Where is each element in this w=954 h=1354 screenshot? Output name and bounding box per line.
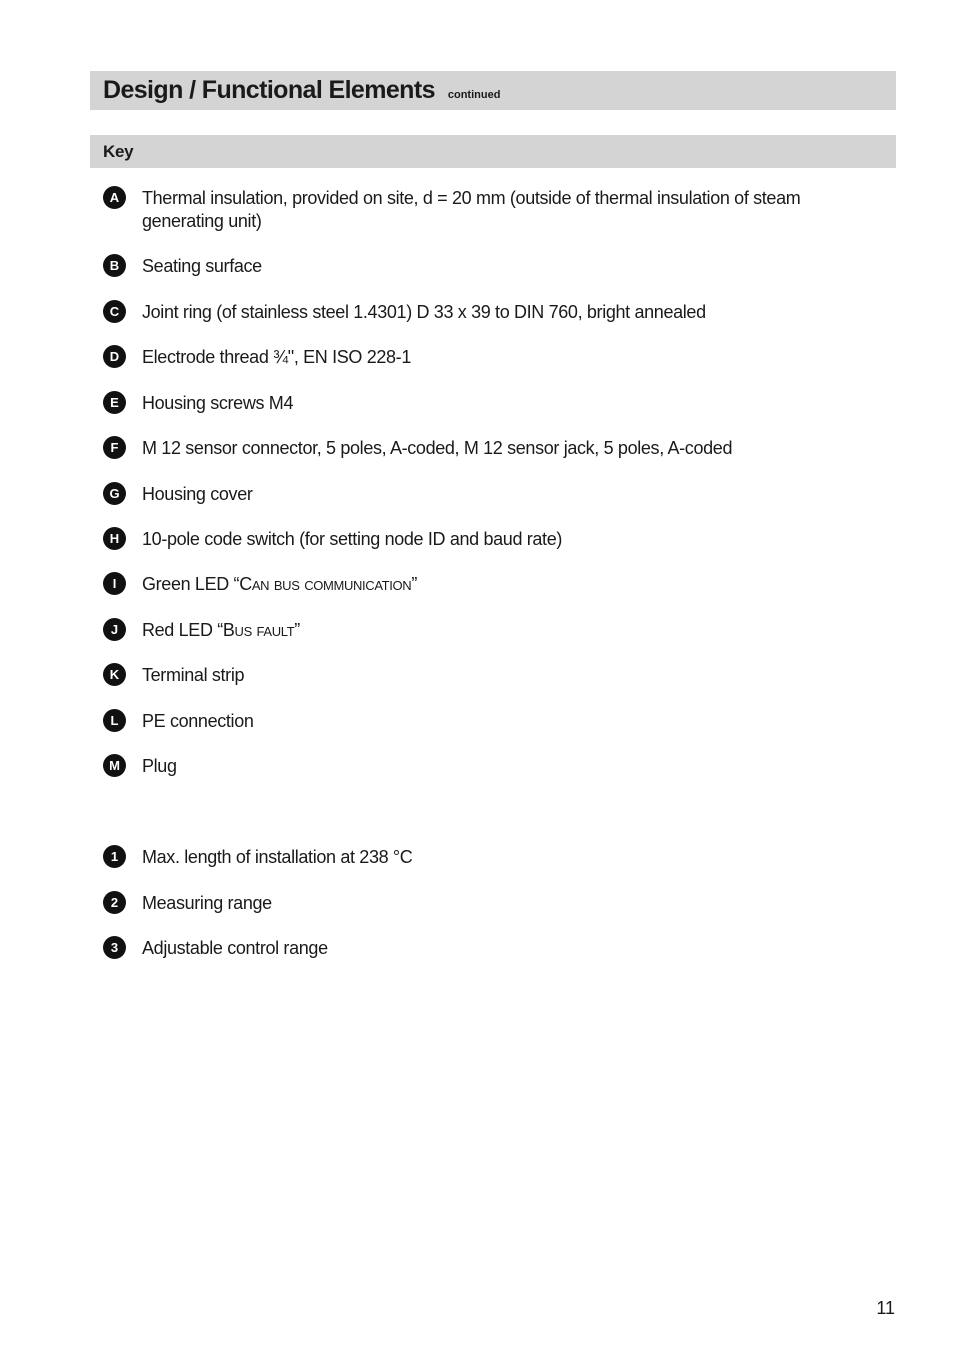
page-subtitle: continued [447,89,501,101]
key-item-text: Joint ring (of stainless steel 1.4301) D 33 x 39 to DIN 760, bright annealed [142,302,706,322]
marker-3-icon: 3 [103,936,126,959]
key-item-text-prefix: Red LED “ [142,620,223,640]
marker-i-icon: I [103,572,126,595]
key-heading-bar [90,135,896,168]
marker-m-icon: M [103,754,126,777]
key-item-text: Measuring range [142,893,272,913]
key-item-text: PE connection [142,711,254,731]
key-item-text: Max. length of installation at 238 °C [142,847,413,867]
marker-c-icon: C [103,300,126,323]
marker-2-icon: 2 [103,891,126,914]
key-item-text: M 12 sensor connector, 5 poles, A-coded, M 12 sensor jack, 5 poles, A-coded [142,438,733,458]
key-item-text: Seating surface [142,256,262,276]
page-number: 11 [876,1298,895,1318]
marker-a-icon: A [103,186,126,209]
marker-h-icon: H [103,527,126,550]
page-title: Design / Functional Elements [103,76,435,104]
key-item-text: Electrode thread ¾", EN ISO 228-1 [142,347,411,367]
marker-k-icon: K [103,663,126,686]
key-item-text-suffix: ” [294,620,300,640]
marker-g-icon: G [103,482,126,505]
key-item-text [142,619,842,642]
key-item-text-prefix: Green LED “ [142,574,240,594]
key-item-text [142,573,842,596]
key-item-text-smallcaps: Bus fault [222,620,295,640]
marker-1-icon: 1 [103,845,126,868]
marker-j-icon: J [103,618,126,641]
key-item-text-smallcaps: Can bus communication [239,574,412,594]
key-item-text: Housing screws M4 [142,393,294,413]
key-item-text: 10-pole code switch (for setting node ID and baud rate) [142,529,563,549]
key-item-text: Terminal strip [142,665,245,685]
key-item-text: Plug [142,756,177,776]
key-item-text: Thermal insulation, provided on site, d = 20 mm (outside of thermal insulation of steam generating unit) [142,188,801,231]
marker-d-icon: D [103,345,126,368]
key-heading: Key [103,141,134,161]
key-item-text: Housing cover [142,484,253,504]
marker-e-icon: E [103,391,126,414]
key-item-text-suffix: ” [411,574,417,594]
marker-f-icon: F [103,436,126,459]
section-title-bar [90,71,896,110]
marker-b-icon: B [103,254,126,277]
key-item-text: Adjustable control range [142,938,328,958]
marker-l-icon: L [103,709,126,732]
